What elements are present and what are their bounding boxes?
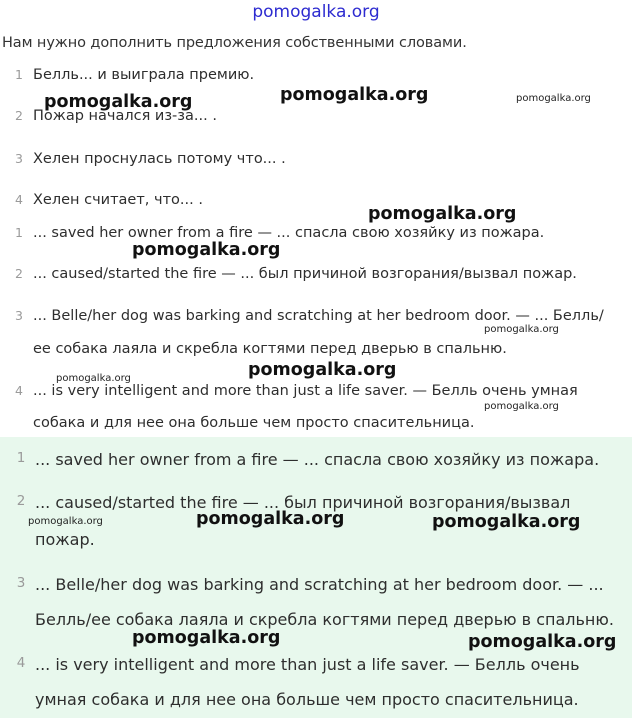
item-text: Пожар начался из-за... . xyxy=(33,108,217,124)
item-text: ее собака лаяла и скребла когтями перед дверью в спальню. xyxy=(33,341,507,357)
watermark: pomogalka.org xyxy=(280,85,429,105)
item-number: 1 xyxy=(15,225,23,240)
item-text: ... saved her owner from a fire — ... спасла свою хозяйку из пожара. xyxy=(35,450,600,469)
item-text: ... is very intelligent and more than just a life saver. — Белль очень умная xyxy=(33,383,578,399)
item-number: 4 xyxy=(16,655,26,671)
item-number: 2 xyxy=(16,493,26,509)
item-number: 1 xyxy=(15,67,23,82)
watermark: pomogalka.org xyxy=(484,401,559,412)
watermark-top: pomogalka.org xyxy=(252,2,380,22)
item-number: 3 xyxy=(15,151,23,166)
item-text: ... Belle/her dog was barking and scratching at her bedroom door. — ... xyxy=(35,575,604,594)
watermark: pomogalka.org xyxy=(432,512,581,532)
watermark: pomogalka.org xyxy=(196,509,345,529)
item-text: ... is very intelligent and more than just a life saver. — Белль очень xyxy=(35,655,580,674)
item-number: 1 xyxy=(16,450,26,466)
item-text: Белль... и выиграла премию. xyxy=(33,67,255,83)
watermark: pomogalka.org xyxy=(484,324,559,335)
task-instruction: Нам нужно дополнить предложения собственными словами. xyxy=(2,35,467,51)
item-text: ... caused/started the fire — ... был причиной возгорания/вызвал пожар. xyxy=(33,266,577,282)
watermark: pomogalka.org xyxy=(248,360,397,380)
watermark: pomogalka.org xyxy=(44,92,193,112)
item-number: 4 xyxy=(15,383,23,398)
item-text: собака и для нее она больше чем просто спасительница. xyxy=(33,415,475,431)
watermark: pomogalka.org xyxy=(132,628,281,648)
item-text: Белль/ее собака лаяла и скребла когтями перед дверью в спальню. xyxy=(35,610,614,629)
item-number: 3 xyxy=(15,308,23,323)
item-number: 2 xyxy=(15,108,23,123)
watermark: pomogalka.org xyxy=(368,204,517,224)
watermark: pomogalka.org xyxy=(468,632,617,652)
item-text: ... caused/started the fire — ... был причиной возгорания/вызвал xyxy=(35,493,571,512)
watermark: pomogalka.org xyxy=(516,93,591,104)
watermark: pomogalka.org xyxy=(132,240,281,260)
watermark: pomogalka.org xyxy=(56,373,131,384)
item-text: пожар. xyxy=(35,530,95,549)
item-number: 2 xyxy=(15,266,23,281)
item-text: ... saved her owner from a fire — ... спасла свою хозяйку из пожара. xyxy=(33,225,545,241)
item-text: Хелен считает, что... . xyxy=(33,192,203,208)
item-text: Хелен проснулась потому что... . xyxy=(33,151,286,167)
item-text: ... Belle/her dog was barking and scratching at her bedroom door. — ... Белль/ xyxy=(33,308,604,324)
item-text: умная собака и для нее она больше чем просто спасительница. xyxy=(35,690,579,709)
watermark: pomogalka.org xyxy=(28,516,103,527)
item-number: 4 xyxy=(15,192,23,207)
item-number: 3 xyxy=(16,575,26,591)
